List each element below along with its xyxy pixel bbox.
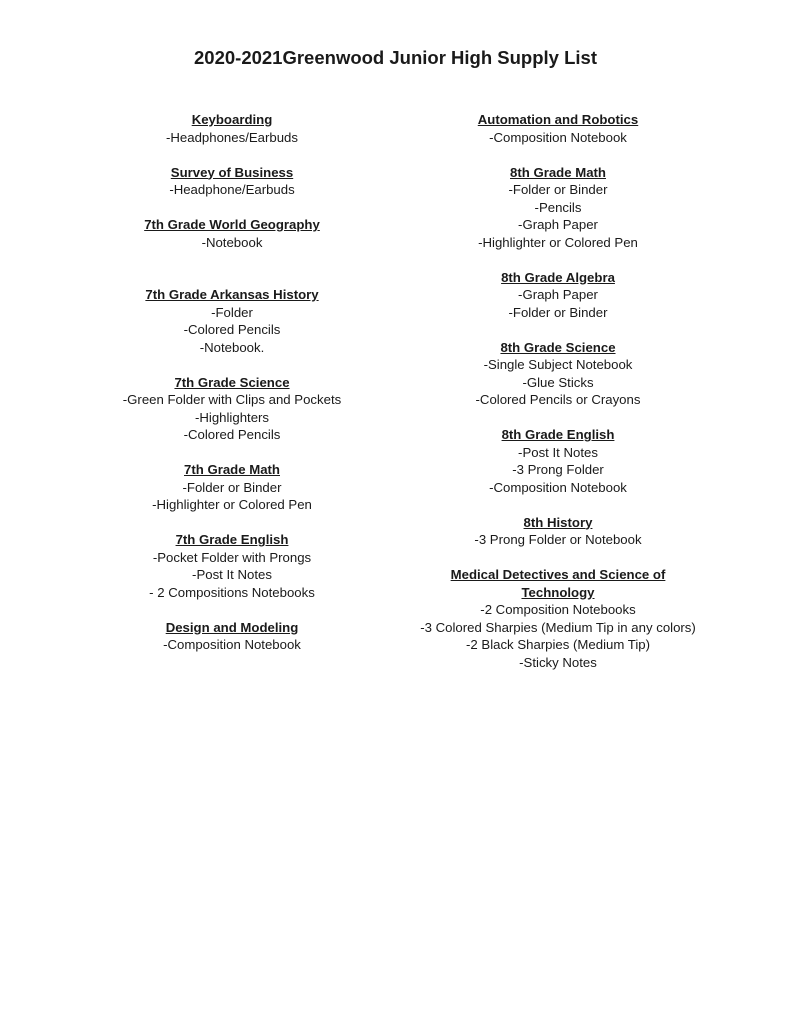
section-heading: Medical Detectives and Science of — [450, 567, 666, 582]
supply-item: -Notebook. — [199, 339, 265, 355]
section-heading: 7th Grade Science — [174, 374, 290, 390]
section-medical-detectives — [388, 566, 728, 671]
supply-item: -Post It Notes — [192, 567, 272, 582]
supply-item: -2 Composition Notebooks — [480, 602, 636, 617]
supply-item: -Folder or Binder — [508, 304, 608, 320]
supply-item: -Colored Pencils or Crayons — [475, 392, 641, 407]
section-design-and-modeling — [62, 619, 402, 654]
section-8th-science — [388, 339, 728, 409]
supply-item: -Headphone/Earbuds — [169, 182, 295, 197]
supply-item: -3 Prong Folder or Notebook — [474, 532, 642, 547]
supply-item: -Colored Pencils — [183, 322, 281, 337]
supply-item: -Sticky Notes — [519, 654, 597, 670]
section-heading: 8th Grade Science — [500, 339, 616, 355]
supply-item: -Folder or Binder — [182, 479, 282, 495]
right-column — [388, 111, 728, 671]
supply-item: -Pocket Folder with Prongs — [152, 549, 312, 565]
section-heading: Automation and Robotics — [477, 112, 639, 127]
section-heading: 8th Grade English — [501, 427, 615, 442]
supply-item: -Colored Pencils — [183, 427, 281, 442]
section-8th-algebra — [388, 269, 728, 322]
supply-item: -Pencils — [534, 199, 582, 215]
section-7th-english — [62, 531, 402, 601]
supply-item: -Composition Notebook — [163, 637, 301, 652]
supply-item: - 2 Compositions Notebooks — [149, 584, 315, 600]
section-heading: Design and Modeling — [165, 619, 299, 635]
section-8th-history — [388, 514, 728, 549]
supply-item: -Folder or Binder — [508, 182, 608, 197]
section-7th-arkansas-history — [62, 286, 402, 356]
left-column — [62, 111, 402, 654]
supply-item: -Highlighter or Colored Pen — [478, 234, 638, 250]
section-heading: 8th Grade Math — [510, 164, 606, 180]
supply-item: -Notebook — [201, 234, 263, 250]
supply-item: -Highlighters — [194, 409, 270, 425]
section-survey-of-business — [62, 164, 402, 199]
supply-item: -Graph Paper — [518, 287, 598, 302]
section-heading: 8th History — [523, 514, 593, 530]
section-heading: 7th Grade English — [175, 532, 289, 547]
section-heading: 7th Grade World Geography — [144, 217, 320, 232]
section-8th-math — [388, 164, 728, 252]
section-8th-english — [388, 426, 728, 496]
supply-item: -Composition Notebook — [489, 129, 627, 145]
section-heading: 7th Grade Arkansas History — [145, 287, 319, 302]
supply-item: -Glue Sticks — [522, 374, 594, 390]
section-keyboarding — [62, 111, 402, 146]
section-7th-world-geography — [62, 216, 402, 251]
supply-item: -3 Colored Sharpies (Medium Tip in any colors) — [420, 619, 696, 635]
section-heading: Survey of Business — [170, 164, 294, 180]
supply-item: -Headphones/Earbuds — [166, 129, 298, 145]
supply-item: -3 Prong Folder — [512, 462, 604, 477]
section-heading: Keyboarding — [191, 112, 273, 127]
supply-item: -Single Subject Notebook — [483, 357, 633, 372]
section-heading: Technology — [521, 584, 595, 600]
supply-item: -Post It Notes — [518, 444, 598, 460]
supply-item: -Highlighter or Colored Pen — [152, 497, 312, 512]
supply-item: -Graph Paper — [518, 217, 598, 232]
supply-item: -2 Black Sharpies (Medium Tip) — [466, 637, 650, 652]
section-7th-math — [62, 461, 402, 514]
supply-item: -Green Folder with Clips and Pockets — [122, 392, 342, 407]
section-7th-science — [62, 374, 402, 444]
section-automation-robotics — [388, 111, 728, 146]
supply-item: -Folder — [211, 304, 253, 320]
page-title: 2020-2021Greenwood Junior High Supply List — [194, 47, 597, 68]
section-heading: 7th Grade Math — [184, 462, 280, 477]
section-heading: 8th Grade Algebra — [501, 269, 615, 285]
supply-item: -Composition Notebook — [489, 479, 627, 495]
